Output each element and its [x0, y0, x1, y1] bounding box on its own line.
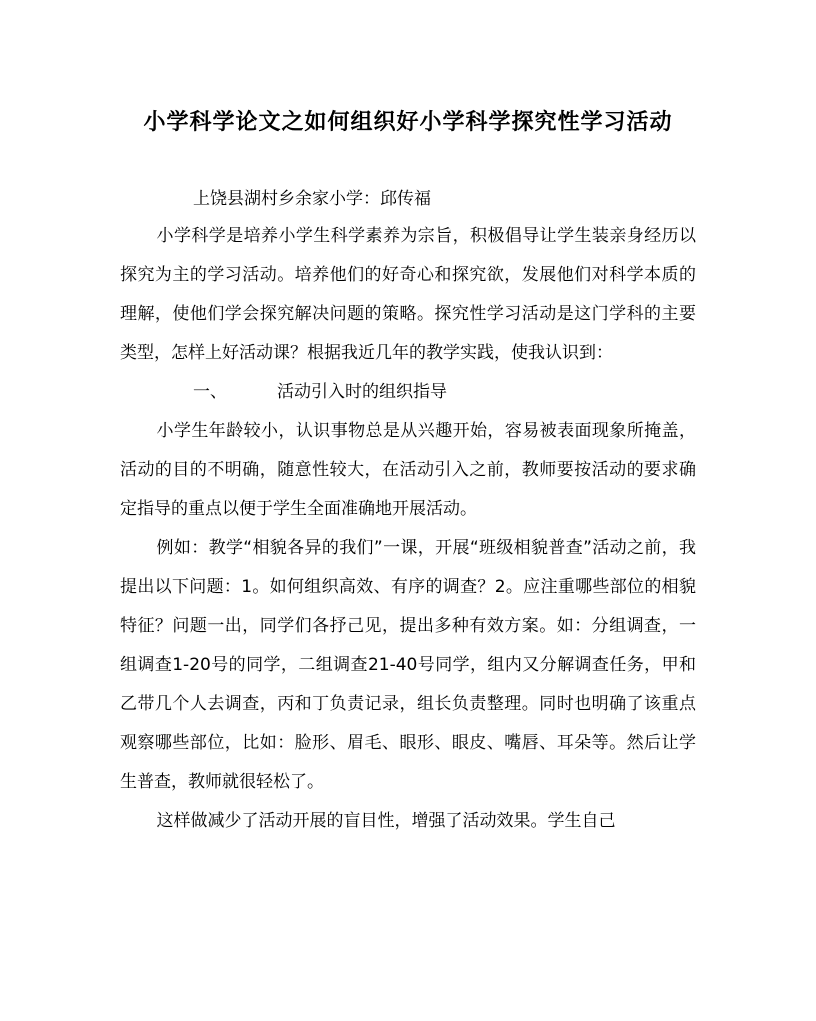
paragraph-section-2: 例如：教学“相貌各异的我们”一课，开展“班级相貌普查”活动之前，我提出以下问题：1。如何组织高效、有序的调查？2。应注重哪些部位的相貌特征？问题一出，同学们各抒己见，提出多种有效方案。如：分组调查，一组调查1-20号的同学，二组调查21-40号同学，组内又分解调查任务，甲和乙带几个人去调查，丙和丁负责记录，组长负责整理。同时也明确了该重点观察哪些部位，比如：脸形、眉毛、眼形、眼皮、嘴唇、耳朵等。然后让学生普查，教师就很轻松了。: [120, 538, 696, 792]
paragraph-intro: 小学科学是培养小学生科学素养为宗旨，积极倡导让学生装亲身经历以探究为主的学习活动。培养他们的好奇心和探究欲，发展他们对科学本质的理解，使他们学会探究解决问题的策略。探究性学习活动是这门学科的主要类型，怎样上好活动课？根据我近几年的教学实践，使我认识到：: [120, 226, 696, 363]
body-text: [120, 217, 696, 841]
document-body: [120, 217, 696, 1021]
section-heading: [120, 373, 696, 412]
document-title: 小学科学论文之如何组织好小学科学探究性学习活动: [143, 109, 673, 135]
author-line: 上饶县湖村乡余家小学：邱传福: [193, 189, 431, 209]
paragraph-section-3: 这样做减少了活动开展的盲目性，增强了活动效果。学生自己: [156, 811, 616, 831]
paragraph-section-1: 小学生年龄较小，认识事物总是从兴趣开始，容易被表面现象所掩盖，活动的目的不明确，随意性较大，在活动引入之前，教师要按活动的要求确定指导的重点以便于学生全面准确地开展活动。: [120, 421, 696, 519]
section-heading-text: 活动引入时的组织指导: [277, 382, 447, 402]
section-heading-number: 一、: [193, 382, 227, 402]
